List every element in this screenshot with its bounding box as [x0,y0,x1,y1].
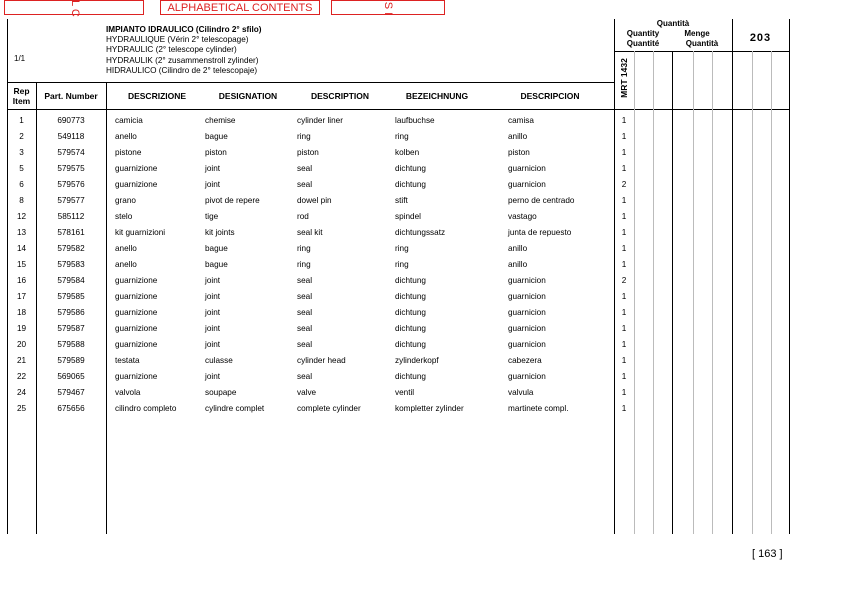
cell-description: seal kit [297,228,323,237]
alphabetical-contents-label: ALPHABETICAL CONTENTS [167,2,313,14]
table-row [0,164,842,180]
cell-bezeichnung: dichtung [395,292,426,301]
cell-designation: joint [205,180,221,189]
cell-quantity: 1 [621,116,627,125]
cell-bezeichnung: kolben [395,148,420,157]
cell-part-number: 579584 [57,276,85,285]
cell-part-number: 585112 [57,212,85,221]
cell-description: dowel pin [297,196,332,205]
cell-quantity: 1 [621,324,627,333]
cell-descrizione: guarnizione [115,292,158,301]
cell-bezeichnung: dichtung [395,324,426,333]
cell-quantity: 1 [621,196,627,205]
cell-designation: soupape [205,388,237,397]
cell-descrizione: anello [115,244,137,253]
cell-descrizione: guarnizione [115,308,158,317]
column-header-description: DESCRIPTION [310,91,370,101]
cell-designation: cylindre complet [205,404,265,413]
cell-description: piston [297,148,319,157]
cell-rep: 14 [16,244,27,253]
cell-part-number: 579582 [57,244,85,253]
cell-quantity: 1 [621,260,627,269]
cell-quantity: 1 [621,244,627,253]
cell-designation: bague [205,244,228,253]
cell-descrizione: camicia [115,116,143,125]
title-spanish: HIDRAULICO (Cilindro de 2° telescopaje) [106,66,258,75]
table-row [0,116,842,132]
cell-quantity: 1 [621,164,627,173]
cell-descripcion: anillo [508,132,528,141]
cell-part-number: 579575 [57,164,85,173]
cell-description: rod [297,212,309,221]
table-row [0,148,842,164]
quantity-right-label: Menge [684,29,710,38]
cell-description: seal [297,372,313,381]
cell-designation: bague [205,260,228,269]
cell-descripcion: vastago [508,212,537,221]
cell-descrizione: stelo [115,212,133,221]
cell-quantity: 1 [621,228,627,237]
cell-bezeichnung: dichtung [395,372,426,381]
cell-bezeichnung: ring [395,260,409,269]
cell-bezeichnung: dichtung [395,340,426,349]
cell-descrizione: guarnizione [115,276,158,285]
cell-description: ring [297,244,311,253]
cell-bezeichnung: laufbuchse [395,116,435,125]
cell-descripcion: cabezera [508,356,542,365]
cell-descripcion: camisa [508,116,534,125]
table-row [0,276,842,292]
title-german: HYDRAULIK (2° zusammenstroll zylinder) [106,56,259,65]
cell-descripcion: guarnicion [508,276,546,285]
cell-rep: 22 [16,372,27,381]
cell-designation: joint [205,276,221,285]
cell-part-number: 579583 [57,260,85,269]
cell-quantity: 2 [621,276,627,285]
cell-descripcion: guarnicion [508,292,546,301]
cell-descrizione: testata [115,356,140,365]
cell-designation: piston [205,148,227,157]
quantity-right-label-2: Quantità [685,39,719,48]
cell-designation: joint [205,164,221,173]
cell-part-number: 579587 [57,324,85,333]
column-header-descrizione: DESCRIZIONE [127,91,187,101]
title-english: HYDRAULIC (2° telescope cylinder) [106,45,237,54]
cell-rep: 20 [16,340,27,349]
cell-bezeichnung: stift [395,196,408,205]
cell-descripcion: valvula [508,388,534,397]
cell-bezeichnung: ring [395,244,409,253]
cell-descripcion: guarnicion [508,340,546,349]
cell-part-number: 579576 [57,180,85,189]
table-row [0,228,842,244]
cell-part-number: 579467 [57,388,85,397]
cell-description: complete cylinder [297,404,361,413]
cell-quantity: 1 [621,308,627,317]
cell-rep: 8 [19,196,24,205]
table-row [0,308,842,324]
table-row [0,180,842,196]
cell-rep: 3 [19,148,24,157]
cell-rep: 6 [19,180,24,189]
cell-quantity: 1 [621,372,627,381]
cell-rep: 24 [16,388,27,397]
cell-descripcion: perno de centrado [508,196,575,205]
cell-rep: 25 [16,404,27,413]
cell-rep: 18 [16,308,27,317]
quantity-left-label: Quantity [626,29,660,38]
cell-part-number: 549118 [57,132,85,141]
table-row [0,356,842,372]
cell-part-number: 690773 [57,116,85,125]
cell-descripcion: guarnicion [508,180,546,189]
cell-descripcion: guarnicion [508,372,546,381]
cell-part-number: 579589 [57,356,85,365]
cell-bezeichnung: zylinderkopf [395,356,439,365]
table-row [0,244,842,260]
cell-designation: chemise [205,116,236,125]
cell-rep: 13 [16,228,27,237]
cell-bezeichnung: spindel [395,212,421,221]
cell-designation: joint [205,324,221,333]
cell-description: seal [297,340,313,349]
title-french: HYDRAULIQUE (Vérin 2° telescopage) [106,35,249,44]
cell-rep: 12 [16,212,27,221]
cell-quantity: 1 [621,292,627,301]
quantity-divider-line [614,51,789,52]
cell-quantity: 1 [621,340,627,349]
cell-descrizione: valvola [115,388,141,397]
model-label: MRT 1432 [619,58,629,98]
cell-part-number: 579574 [57,148,85,157]
cell-quantity: 1 [621,356,627,365]
cell-rep: 2 [19,132,24,141]
cell-quantity: 1 [621,132,627,141]
alphabetical-contents-button[interactable] [160,0,320,15]
cell-descrizione: anello [115,132,137,141]
table-row [0,340,842,356]
cell-bezeichnung: kompletter zylinder [395,404,464,413]
page-number: [ 163 ] [752,548,783,560]
cell-rep: 15 [16,260,27,269]
table-row [0,196,842,212]
cell-descripcion: guarnicion [508,164,546,173]
cell-descrizione: guarnizione [115,324,158,333]
table-row [0,212,842,228]
header-divider-line [7,82,614,83]
cell-descrizione: guarnizione [115,340,158,349]
cell-designation: pivot de repere [205,196,260,205]
cell-descripcion: anillo [508,244,528,253]
cell-description: seal [297,180,313,189]
column-header-bezeichnung: BEZEICHNUNG [405,91,469,101]
cell-description: cylinder head [297,356,346,365]
cell-quantity: 1 [621,388,627,397]
column-header-rep: Rep [13,86,30,96]
cell-bezeichnung: dichtung [395,308,426,317]
cell-descripcion: martinete compl. [508,404,569,413]
title-italian: IMPIANTO IDRAULICO (Cilindro 2° sfilo) [106,25,262,34]
cell-descrizione: guarnizione [115,180,158,189]
nav-left-label: L C [68,0,81,17]
cell-part-number: 579588 [57,340,85,349]
cell-description: cylinder liner [297,116,343,125]
quantity-title: Quantità [656,19,690,28]
column-header-item: Item [12,96,31,106]
cell-descrizione: grano [115,196,136,205]
cell-designation: joint [205,292,221,301]
cell-rep: 17 [16,292,27,301]
cell-description: ring [297,260,311,269]
cell-quantity: 2 [621,180,627,189]
cell-descripcion: guarnicion [508,324,546,333]
cell-descrizione: kit guarnizioni [115,228,166,237]
cell-part-number: 578161 [57,228,85,237]
page-code: 203 [749,32,772,44]
cell-rep: 19 [16,324,27,333]
cell-descrizione: cilindro completo [115,404,177,413]
cell-descripcion: junta de repuesto [508,228,572,237]
table-row [0,260,842,276]
column-header-descripcion: DESCRIPCION [520,91,580,101]
cell-description: seal [297,276,313,285]
cell-bezeichnung: ventil [395,388,415,397]
cell-description: seal [297,324,313,333]
cell-bezeichnung: dichtung [395,180,426,189]
cell-rep: 1 [19,116,24,125]
sheet-number: 1/1 [14,54,26,63]
table-row [0,292,842,308]
quantity-left-label-2: Quantité [626,39,660,48]
cell-descripcion: anillo [508,260,528,269]
cell-bezeichnung: ring [395,132,409,141]
cell-bezeichnung: dichtung [395,276,426,285]
cell-quantity: 1 [621,404,627,413]
table-row [0,372,842,388]
nav-left-button[interactable] [4,0,144,15]
cell-part-number: 579577 [57,196,85,205]
column-header-part-number: Part. Number [44,91,98,101]
cell-part-number: 675656 [57,404,85,413]
cell-descrizione: anello [115,260,137,269]
cell-designation: kit joints [205,228,235,237]
cell-part-number: 579585 [57,292,85,301]
cell-rep: 5 [19,164,24,173]
cell-bezeichnung: dichtungssatz [395,228,446,237]
cell-designation: bague [205,132,228,141]
cell-description: seal [297,292,313,301]
cell-part-number: 569065 [57,372,85,381]
cell-descrizione: guarnizione [115,372,158,381]
table-row [0,324,842,340]
cell-designation: tige [205,212,219,221]
cell-descripcion: piston [508,148,530,157]
cell-quantity: 1 [621,148,627,157]
cell-designation: joint [205,340,221,349]
cell-description: ring [297,132,311,141]
cell-description: seal [297,308,313,317]
cell-descrizione: pistone [115,148,142,157]
nav-right-button[interactable] [331,0,445,15]
cell-descrizione: guarnizione [115,164,158,173]
cell-description: valve [297,388,317,397]
cell-bezeichnung: dichtung [395,164,426,173]
cell-rep: 21 [16,356,27,365]
table-row [0,388,842,404]
cell-part-number: 579586 [57,308,85,317]
column-header-designation: DESIGNATION [218,91,278,101]
cell-description: seal [297,164,313,173]
table-row [0,404,842,420]
cell-designation: culasse [205,356,233,365]
nav-right-label: S I [382,1,395,16]
table-row [0,132,842,148]
cell-quantity: 1 [621,212,627,221]
cell-descripcion: guarnicion [508,308,546,317]
cell-rep: 16 [16,276,27,285]
cell-designation: joint [205,372,221,381]
cell-designation: joint [205,308,221,317]
